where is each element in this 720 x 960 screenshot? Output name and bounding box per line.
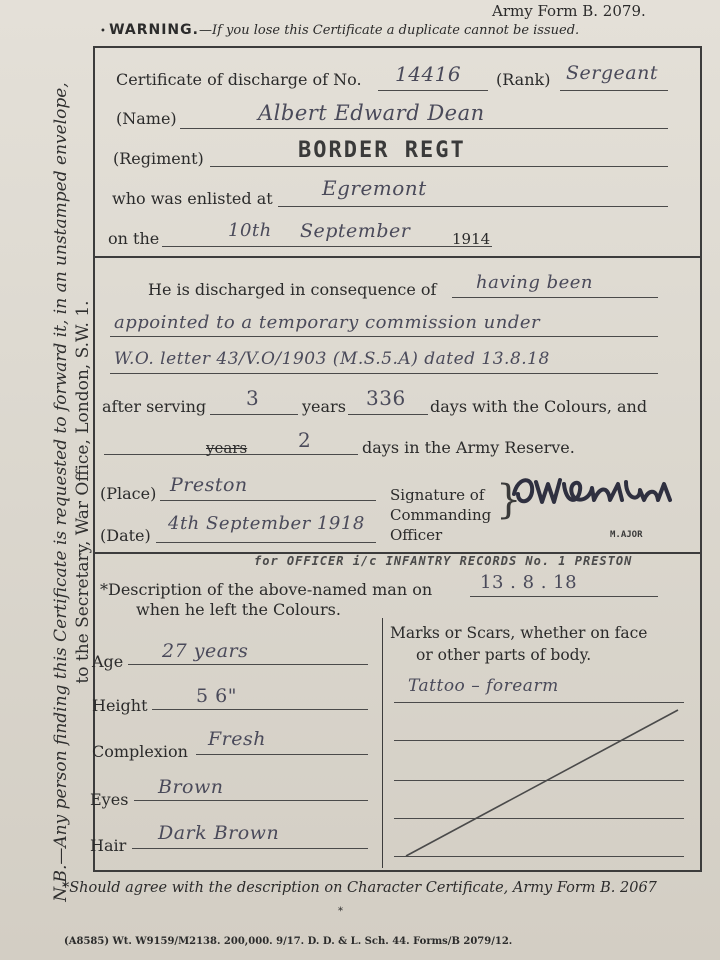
on-the-day: 10th: [228, 220, 272, 241]
hair-label: Hair: [90, 836, 127, 855]
marks-line-1: [394, 702, 684, 703]
consequence-label: He is discharged in consequence of: [148, 280, 437, 299]
after-serving-label: after serving: [102, 397, 207, 416]
divider-vertical: [382, 618, 383, 868]
reason-line-3: [110, 373, 658, 374]
signature-sub: M.AJOR: [610, 530, 643, 540]
marks-label-1: Marks or Scars, whether on face: [390, 624, 648, 642]
rank-line: [560, 90, 668, 91]
complexion-value: Fresh: [208, 728, 266, 750]
age-label: Age: [92, 652, 124, 671]
signature-label-1: Signature of: [390, 486, 485, 504]
description-heading-2: when he left the Colours.: [136, 600, 341, 619]
warning-text: —If you lose this Certificate a duplicate cannot be issued.: [198, 23, 580, 38]
enlisted-value: Egremont: [322, 176, 427, 200]
reserve-days-label: days in the Army Reserve.: [362, 438, 575, 457]
rank-value: Sergeant: [566, 62, 658, 84]
eyes-line: [134, 800, 368, 801]
reserve-years-label: years: [206, 439, 248, 457]
divider-1: [93, 256, 700, 258]
description-heading-1: *Description of the above-named man on: [100, 580, 433, 599]
regiment-line: [210, 166, 668, 167]
side-note-line2: to the Secretary, War Office, London, S.W. 1.: [73, 300, 93, 684]
reason-line-2: [110, 336, 658, 337]
warning-label: WARNING.: [109, 22, 199, 38]
hair-value: Dark Brown: [158, 822, 280, 844]
age-value: 27 years: [162, 640, 249, 662]
signature-label-2: Commanding: [390, 506, 492, 524]
no-line: [378, 90, 488, 91]
years-served-line: [210, 414, 298, 415]
no-label: Certificate of discharge of No.: [116, 70, 362, 89]
days-served: 336: [366, 386, 406, 410]
reason-2: appointed to a temporary commission under: [114, 312, 541, 333]
reason-line-1: [452, 297, 658, 298]
days-colours-label: days with the Colours, and: [430, 397, 648, 416]
footer-mark: *: [338, 906, 343, 917]
name-value: Albert Edward Dean: [258, 101, 485, 125]
enlisted-label: who was enlisted at: [112, 189, 273, 208]
height-label: Height: [92, 696, 148, 715]
eyes-value: Brown: [158, 776, 224, 798]
footer-note: *Should agree with the description on Character Certificate, Army Form B. 2067: [62, 880, 657, 896]
on-the-line: [162, 246, 492, 247]
records-stamp: for OFFICER i/c INFANTRY RECORDS No. 1 PRESTON: [254, 554, 633, 568]
marks-label-2: or other parts of body.: [416, 646, 592, 664]
regiment-label: (Regiment): [113, 149, 204, 168]
name-label: (Name): [116, 109, 177, 128]
signature-brace: }: [496, 477, 522, 523]
no-value: 14416: [395, 62, 462, 86]
place-value: Preston: [170, 474, 248, 496]
hair-line: [132, 848, 368, 849]
place-line: [160, 500, 376, 501]
on-the-month: September: [300, 220, 411, 242]
marks-strike: [394, 704, 686, 860]
complexion-label: Complexion: [92, 742, 188, 761]
regiment-value: BORDER REGT: [298, 138, 466, 163]
height-value: 5 6": [196, 685, 237, 707]
signature-scrawl: [508, 470, 678, 512]
date-line: [156, 542, 376, 543]
years-served: 3: [246, 386, 260, 410]
date-label: (Date): [100, 526, 151, 545]
date-value: 4th September 1918: [168, 513, 365, 534]
form-number: Army Form B. 2079.: [492, 2, 646, 20]
name-line: [180, 128, 668, 129]
print-info: (A8585) Wt. W9159/M2138. 200,000. 9/17. D. D. & L. Sch. 44. Forms/B 2079/12.: [64, 936, 513, 947]
reserve-days-line: [254, 454, 358, 455]
description-date: 13 . 8 . 18: [480, 572, 578, 593]
complexion-line: [196, 754, 368, 755]
signature-label-3: Officer: [390, 526, 443, 544]
side-note: [50, 42, 94, 942]
eyes-label: Eyes: [90, 790, 129, 809]
rank-label: (Rank): [496, 70, 551, 89]
place-label: (Place): [100, 484, 157, 503]
reason-1: having been: [476, 272, 594, 293]
side-note-line1: N.B.—Any person finding this Certificate is requested to forward it, in an unstamped envelope,: [51, 82, 71, 902]
height-line: [152, 709, 368, 710]
enlisted-line: [278, 206, 668, 207]
description-date-line: [470, 596, 658, 597]
age-line: [128, 664, 368, 665]
warning-line: • WARNING.—If you lose this Certificate a duplicate cannot be issued.: [100, 22, 580, 38]
on-the-label: on the: [108, 229, 160, 248]
on-the-year: 1914: [452, 230, 491, 248]
reserve-days: 2: [298, 428, 312, 452]
years-label: years: [302, 397, 346, 416]
days-served-line: [348, 414, 428, 415]
reason-3: W.O. letter 43/V.O/1903 (M.S.5.A) dated 13.8.18: [114, 349, 550, 369]
marks-value: Tattoo – forearm: [408, 676, 559, 696]
